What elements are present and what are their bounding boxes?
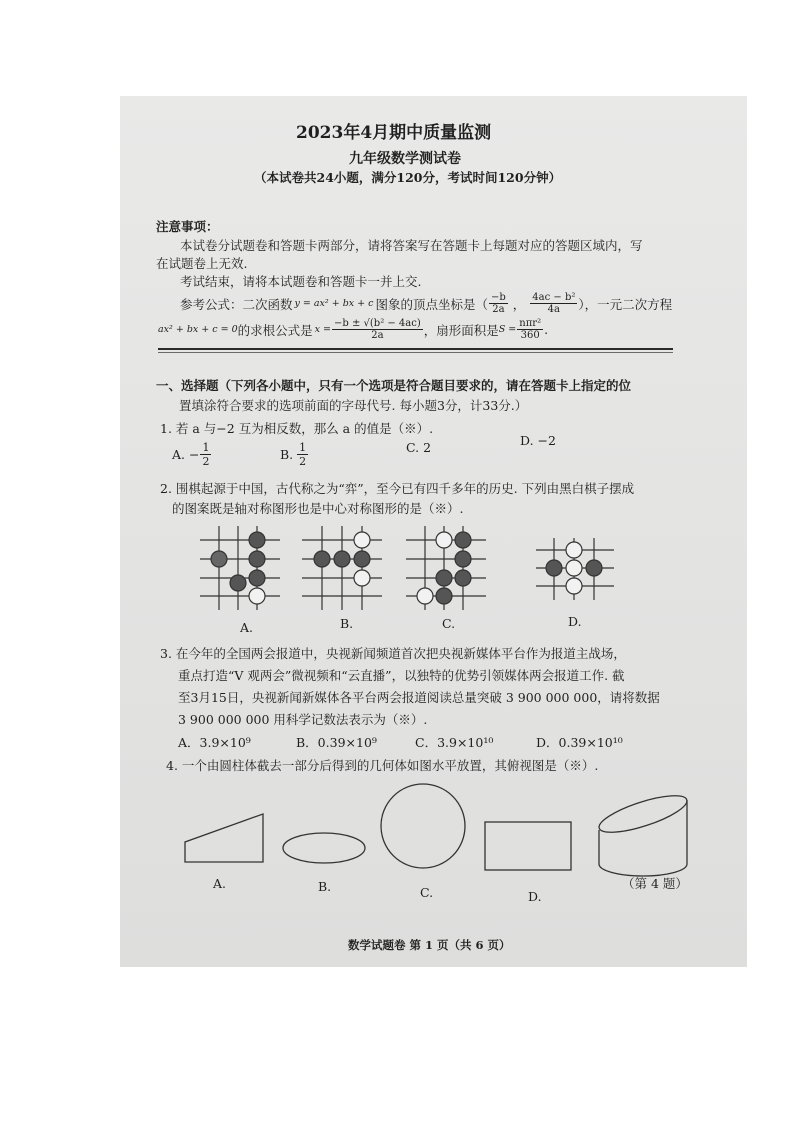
question-2-stem: 2. 围棋起源于中国，古代称之为“弈”，至今已有四千多年的历史. 下列由黑白棋子摆成 bbox=[160, 481, 635, 496]
root-text: 的求根公式是 bbox=[237, 322, 313, 338]
q2-label-b: B. bbox=[340, 616, 354, 631]
section-heading: 一、选择题（下列各小题中，只有一个选项是符合题目要求的，请在答题卡上指定的位 bbox=[156, 378, 632, 393]
q4-circle-shape bbox=[381, 784, 465, 868]
notice-line: 考试结束，请将本试题卷和答题卡一并上交. bbox=[180, 274, 422, 289]
q1-option-c: C. 2 bbox=[406, 440, 432, 455]
question-4-stem: 4. 一个由圆柱体截去一部分后得到的几何体如图水平放置，其俯视图是（※）. bbox=[166, 758, 599, 773]
equation-expression: ax² + bx + c = 0 bbox=[158, 324, 238, 335]
vertex-y-fraction: $\frac{\text{4ac − b²}}{4a}$ bbox=[532, 292, 576, 315]
go-board-b bbox=[302, 526, 382, 610]
root-formula-fraction: $\frac{\text{−b ± √(b² − 4ac)}}{2a}$ bbox=[334, 318, 421, 341]
divider-line-thin bbox=[158, 352, 673, 353]
quadratic-expression: y = ax² + bx + c bbox=[294, 298, 374, 309]
divider-line bbox=[158, 348, 673, 350]
vertex-text: 图象的顶点坐标是（ bbox=[375, 296, 488, 312]
notice-heading: 注意事项： bbox=[156, 219, 219, 234]
exam-page bbox=[120, 96, 747, 967]
vertex-tail: ），一元二次方程 bbox=[578, 296, 673, 312]
q2-label-c: C. bbox=[442, 616, 456, 631]
q1-option-a: A. − $\frac{1}{2}$ bbox=[172, 441, 210, 468]
q4-rectangle-shape bbox=[485, 822, 571, 870]
q1-option-d: D. −2 bbox=[520, 433, 556, 448]
sector-formula-fraction: $\frac{\text{nπr²}}{360}$ bbox=[519, 318, 542, 341]
formula-line-1: 参考公式：二次函数 y = ax² + bx + c 图象的顶点坐标是（ $\frac{-b}{2a}$ ， $\frac{\text{4ac − b²}}{4a}$ ），一元二次方程 bbox=[180, 292, 673, 315]
q4-label-d: D. bbox=[528, 889, 542, 904]
exam-info: （本试卷共24小题，满分120分，考试时间120分钟） bbox=[254, 170, 562, 185]
go-board-a bbox=[200, 526, 280, 610]
notice-line: 本试卷分试题卷和答题卡两部分，请将答案写在答题卡上每题对应的答题区域内，写 bbox=[180, 238, 643, 253]
go-board-d bbox=[536, 538, 614, 600]
q3-option-d: D．0.39×10¹⁰ bbox=[536, 735, 623, 750]
q4-solid-figure bbox=[596, 788, 691, 876]
sector-text: ，扇形面积是 bbox=[423, 322, 499, 338]
page-subtitle: 九年级数学测试卷 bbox=[349, 151, 461, 167]
question-3-line2: 重点打造“V 观两会”微视频和“云直播”，以独特的优势引领媒体两会报道工作. 截 bbox=[178, 668, 625, 683]
q1-option-b: B. $\frac{1}{2}$ bbox=[280, 441, 307, 468]
formula-intro: 参考公式：二次函数 bbox=[180, 296, 293, 312]
vertex-x-fraction: $\frac{-b}{2a}$ bbox=[491, 292, 506, 315]
notice-line: 在试题卷上无效. bbox=[156, 256, 248, 271]
question-1-stem: 1. 若 a 与−2 互为相反数，那么 a 的值是（※）. bbox=[160, 421, 434, 436]
q3-option-b: B．0.39×10⁹ bbox=[296, 735, 377, 750]
formula-line-2: ax² + bx + c = 0 的求根公式是 x = $\frac{\text{−b ± √(b² − 4ac)}}{2a}$ ，扇形面积是 S = $\frac{\text{nπr²}}{360}$ . bbox=[158, 318, 549, 341]
q4-label-b: B. bbox=[318, 879, 332, 894]
q4-label-a: A. bbox=[213, 876, 227, 891]
question-2-stem-line2: 的图案既是轴对称图形也是中心对称图形的是（※）. bbox=[172, 501, 464, 516]
question-3-line1: 3. 在今年的全国两会报道中，央视新闻频道首次把央视新媒体平台作为报道主战场， bbox=[160, 646, 626, 661]
q4-ellipse-shape bbox=[283, 833, 365, 863]
q2-label-a: A. bbox=[240, 620, 254, 635]
q2-label-d: D. bbox=[568, 614, 582, 629]
q4-figure-caption: （第 4 题） bbox=[622, 876, 688, 891]
q4-trapezoid-shape bbox=[185, 814, 263, 862]
question-3-line3: 至3月15日，央视新闻新媒体各平台两会报道阅读总量突破 3 900 000 000，请将数据 bbox=[178, 690, 660, 705]
section-heading-line2: 置填涂符合要求的选项前面的字母代号. 每小题3分，计33分.） bbox=[179, 398, 528, 413]
q4-label-c: C. bbox=[420, 885, 434, 900]
page-title: 2023年4月期中质量监测 bbox=[296, 123, 492, 143]
q3-option-c: C．3.9×10¹⁰ bbox=[415, 735, 494, 750]
q3-option-a: A．3.9×10⁹ bbox=[178, 735, 251, 750]
question-3-line4: 3 900 000 000 用科学记数法表示为（※）. bbox=[178, 712, 428, 727]
page-footer: 数学试题卷 第 1 页（共 6 页） bbox=[348, 938, 511, 952]
go-board-figures bbox=[120, 518, 747, 648]
go-board-c bbox=[406, 526, 486, 610]
q4-figures bbox=[120, 776, 747, 916]
